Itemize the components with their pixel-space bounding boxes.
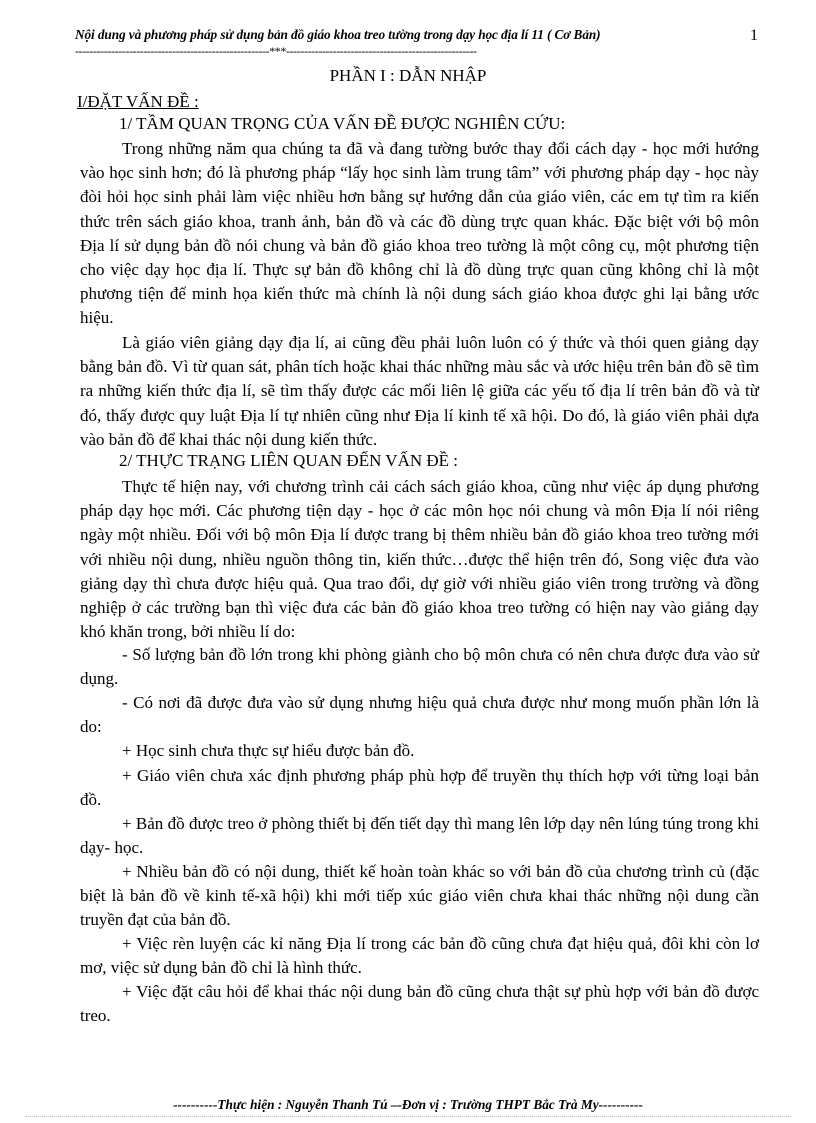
- footer-divider: [25, 1116, 791, 1117]
- running-header: Nội dung và phương pháp sử dụng bản đồ giáo khoa treo tường trong dạy học địa lí 11 ( Cơ Bản): [75, 27, 601, 42]
- subsection-title-1: 1/ TẦM QUAN TRỌNG CỦA VẤN ĐỀ ĐƯỢC NGHIÊN CỨU:: [119, 114, 566, 133]
- subsection-title-2: 2/ THỰC TRẠNG LIÊN QUAN ĐẾN VẤN ĐỀ :: [119, 451, 459, 470]
- list-item: + Nhiều bản đồ có nội dung, thiết kế hoàn toàn khác so với bản đồ của chương trình củ (đặc biệt là bản đồ về kinh tế-xã hội) khi mới tiếp xúc giáo viên chưa khai thác những nội dung cần truyền đạt của bản đồ.: [80, 862, 759, 930]
- list-item: + Giáo viên chưa xác định phương pháp phù hợp để truyền thụ thích hợp với từng loại bản đồ.: [80, 766, 759, 810]
- section-title: I/ĐẶT VẤN ĐỀ :: [77, 92, 199, 111]
- list-item: + Học sinh chưa thực sự hiểu được bản đồ.: [122, 741, 415, 760]
- list-item: - Số lượng bản đồ lớn trong khi phòng giành cho bộ môn chưa có nên chưa được đưa vào sử dụng.: [80, 645, 759, 689]
- paragraph: Là giáo viên giảng dạy địa lí, ai cũng đều phải luôn luôn có ý thức và thói quen giảng dạy bằng bản đồ. Vì từ quan sát, phân tích hoặc khai thác những màu sắc và ước hiệu trên bản đồ sẽ tìm ra những kiến thức địa lí, sẽ tìm thấy được các mối liên lệ giữa các yếu tố địa lí trên bản đồ và từ đó, thấy được quy luật Địa lí tự nhiên cũng như Địa lí kinh tế xã hội. Do đó, là giáo viên phải dựa vào bản đồ để khai thác nội dung kiến thức.: [80, 333, 759, 449]
- paragraph: Trong những năm qua chúng ta đã và đang tường bước thay đổi cách dạy - học mới hướng vào học sinh hơn; đó là phương pháp “lấy học sinh làm trung tâm” với phương pháp dạy - học này đòi hỏi học sinh phải làm việc nhiều hơn bằng sự hướng dẫn của giáo viên, các em tự tìm ra kiến thức trên sách giáo khoa, tranh ảnh, bản đồ và các đồ dùng trực quan khác. Đặc biệt với bộ môn Địa lí sử dụng bản đồ nói chung và bản đồ giáo khoa treo tường là một công cụ, một phương tiện cho việc dạy học địa lí. Thực sự bản đồ không chỉ là đồ dùng trực quan cũng không chỉ là một phương tiện để minh họa kiến thức mà chính là nội dung sách giáo khoa được ghi lại bằng ước hiệu.: [80, 139, 759, 328]
- paragraph: Thực tế hiện nay, với chương trình cải cách sách giáo khoa, cũng như việc áp dụng phương pháp dạy học mới. Các phương tiện dạy - học ở các môn học nói chung và môn Địa lí nói riêng ngày một nhiều. Đối với bộ môn Địa lí được trang bị thêm nhiều bản đồ giáo khoa treo tường mới với nhiều nội dung, nhiều nguồn thông tin, kiến thức…được thể hiện trên đó, Song việc đưa vào giảng dạy thì chưa được hiệu quả. Qua trao đổi, dự giờ với nhiều giáo viên trong trường và đồng nghiệp ở các trường bạn thì việc đưa các bản đồ giáo khoa treo tường có hiện nay vào giảng dạy khó khăn trong, bởi nhiều lí do:: [80, 477, 759, 642]
- header-divider: ------------------------------------------------------***-----------------------------------------------------: [75, 44, 477, 58]
- list-item: - Có nơi đã được đưa vào sử dụng nhưng hiệu quả chưa được như mong muốn phần lớn là do:: [80, 693, 759, 737]
- part-title: PHẦN I : DẪN NHẬP: [329, 66, 487, 85]
- page-number: 1: [750, 27, 758, 44]
- running-footer: ----------Thực hiện : Nguyễn Thanh Tú –-Đơn vị : Trường THPT Bắc Trà My----------: [173, 1097, 643, 1112]
- list-item: + Việc đặt câu hỏi để khai thác nội dung bản đồ cũng chưa thật sự phù hợp với bản đồ được treo.: [80, 982, 759, 1026]
- list-item: + Bản đồ được treo ở phòng thiết bị đến tiết dạy thì mang lên lớp dạy nên lúng túng trong khi dạy- học.: [80, 814, 759, 858]
- list-item: + Việc rèn luyện các kỉ năng Địa lí trong các bản đồ cũng chưa đạt hiệu quả, đôi khi còn lơ mơ, việc sử dụng bản đồ chỉ là hình thức.: [80, 934, 759, 978]
